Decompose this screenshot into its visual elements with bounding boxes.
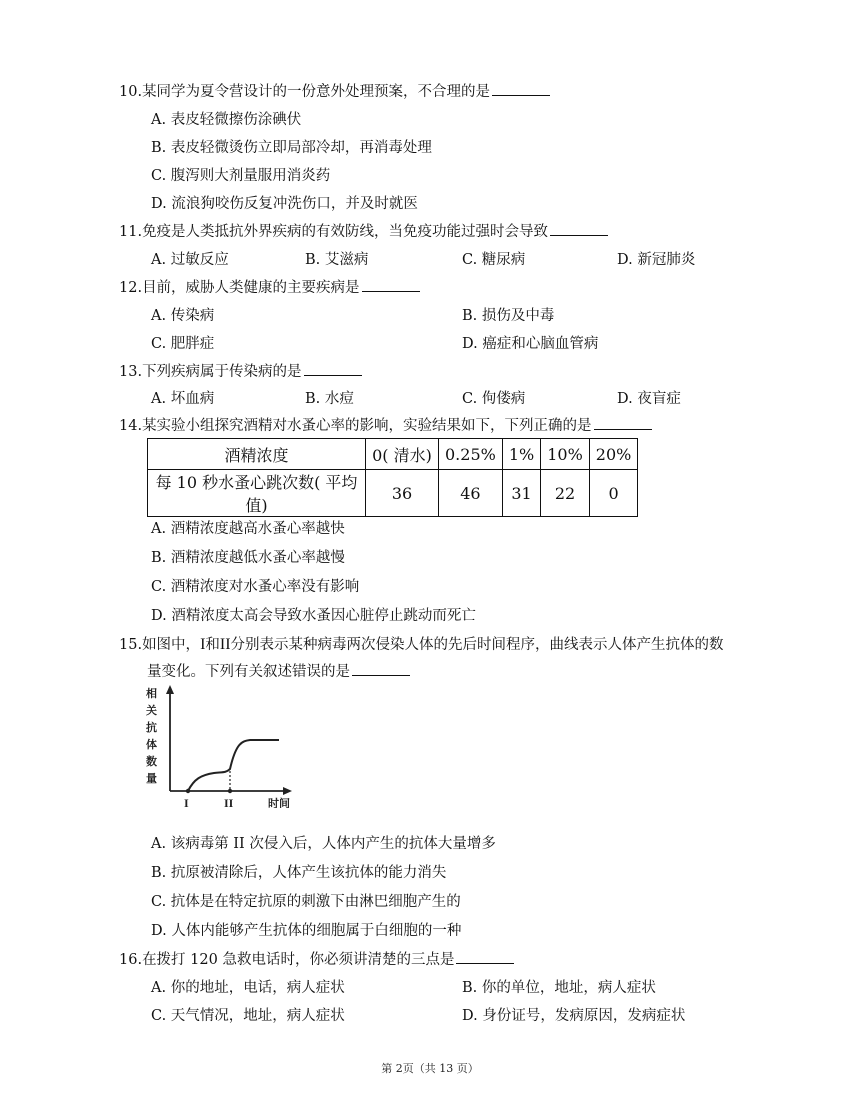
results-table — [147, 438, 638, 517]
question-13 — [119, 360, 362, 381]
option-a: A. 过敏反应 — [151, 252, 229, 268]
question-text: 下列疾病属于传染病的是 — [142, 364, 302, 380]
question-text: 免疫是人类抵抗外界疾病的有效防线，当免疫功能过强时会导致 — [142, 224, 549, 240]
answer-blank — [492, 83, 550, 96]
question-15 — [119, 633, 724, 654]
option-d: D. 人体内能够产生抗体的细胞属于白细胞的一种 — [151, 923, 462, 939]
option-c: C. 抗体是在特定抗原的刺激下由淋巴细胞产生的 — [151, 894, 461, 910]
option-a: A. 酒精浓度越高水蚤心率越快 — [151, 521, 345, 537]
point-i — [186, 789, 190, 793]
question-text: 某实验小组探究酒精对水蚤心率的影响，实验结果如下，下列正确的是 — [142, 418, 592, 434]
question-16 — [119, 948, 514, 969]
question-text: 目前，威胁人类健康的主要疾病是 — [142, 280, 360, 296]
table-cell: 每 10 秒水蚤心跳次数( 平均值) — [148, 470, 366, 517]
table-cell: 0 — [589, 470, 638, 517]
answer-blank — [594, 417, 652, 430]
y-label-char: 体 — [146, 738, 157, 751]
option-c: C. 佝偻病 — [462, 391, 526, 407]
page-footer: 第 2页（共 13 页） — [381, 1062, 479, 1075]
option-c: C. 糖尿病 — [462, 252, 526, 268]
table-cell: 0.25% — [439, 439, 503, 470]
question-number: 14. — [119, 418, 143, 434]
option-b: B. 酒精浓度越低水蚤心率越慢 — [151, 550, 345, 566]
x-tick-label: II — [224, 796, 234, 808]
question-text: 如图中， — [142, 637, 201, 653]
question-10 — [119, 80, 550, 101]
answer-blank — [304, 363, 362, 376]
y-label-char: 抗 — [146, 721, 157, 734]
option-d: D. 夜盲症 — [617, 391, 681, 407]
option-b: B. 你的单位，地址，病人症状 — [462, 980, 656, 996]
x-axis-label: 时间 — [268, 797, 290, 808]
y-axis-arrow — [166, 685, 174, 694]
option-d: D. 癌症和心脑血管病 — [462, 336, 599, 352]
option-d: D. 新冠肺炎 — [617, 252, 696, 268]
table-row — [148, 439, 638, 470]
question-text: 量变化。下列有关叙述错误的是 — [147, 664, 350, 680]
table-cell: 22 — [541, 470, 590, 517]
question-text: 和 — [205, 637, 220, 653]
point-ii — [228, 789, 232, 793]
option-b: B. 损伤及中毒 — [462, 308, 555, 324]
y-label-char: 关 — [146, 704, 157, 717]
roman-numeral: II — [219, 636, 231, 653]
y-label-char: 量 — [146, 772, 157, 785]
table-cell: 20% — [589, 439, 638, 470]
option-c: C. 天气情况，地址，病人症状 — [151, 1008, 345, 1024]
question-number: 12. — [119, 280, 143, 296]
option-d: D. 流浪狗咬伤反复冲洗伤口，并及时就医 — [151, 196, 418, 212]
question-text: 分别表示某种病毒两次侵染人体的先后时间程序，曲线表示人体产生抗体的数 — [230, 637, 724, 653]
table-cell: 1% — [502, 439, 540, 470]
option-a: A. 该病毒第 II 次侵入后，人体内产生的抗体大量增多 — [151, 836, 496, 852]
option-a: A. 坏血病 — [151, 391, 215, 407]
option-b: B. 水痘 — [305, 391, 354, 407]
question-text: 在拨打 120 急救电话时，你必须讲清楚的三点是 — [142, 952, 455, 968]
option-a: A. 表皮轻微擦伤涂碘伏 — [151, 112, 302, 128]
option-c: C. 酒精浓度对水蚤心率没有影响 — [151, 579, 360, 595]
option-d: D. 身份证号，发病原因，发病症状 — [462, 1008, 686, 1024]
answer-blank — [456, 951, 514, 964]
question-text: 某同学为夏令营设计的一份意外处理预案，不合理的是 — [142, 84, 491, 100]
option-d: D. 酒精浓度太高会导致水蚤因心脏停止跳动而死亡 — [151, 608, 476, 624]
y-label-char: 相 — [146, 687, 157, 700]
question-15-line2 — [147, 660, 410, 681]
question-number: 16. — [119, 952, 143, 968]
option-c: C. 肥胖症 — [151, 336, 215, 352]
x-tick-label: I — [184, 796, 189, 808]
question-12 — [119, 276, 420, 297]
antibody-curve — [188, 740, 279, 791]
question-11 — [119, 220, 608, 241]
option-b: B. 艾滋病 — [305, 252, 369, 268]
table-row — [148, 470, 638, 517]
x-axis-arrow — [283, 787, 292, 795]
option-b: B. 抗原被清除后，人体产生该抗体的能力消失 — [151, 865, 447, 881]
question-number: 15. — [119, 637, 143, 653]
table-cell: 0( 清水) — [366, 439, 439, 470]
roman-numeral: I — [200, 636, 206, 653]
option-a: A. 你的地址，电话，病人症状 — [151, 980, 345, 996]
y-label-char: 数 — [146, 755, 157, 768]
option-a: A. 传染病 — [151, 308, 215, 324]
table-cell: 10% — [541, 439, 590, 470]
question-number: 10. — [119, 84, 143, 100]
table-cell: 31 — [502, 470, 540, 517]
question-number: 13. — [119, 364, 143, 380]
question-number: 11. — [119, 224, 143, 240]
answer-blank — [352, 663, 410, 676]
table-cell: 36 — [366, 470, 439, 517]
option-b: B. 表皮轻微烫伤立即局部冷却，再消毒处理 — [151, 140, 432, 156]
question-14 — [119, 414, 652, 435]
antibody-chart — [146, 683, 296, 808]
option-c: C. 腹泻则大剂量服用消炎药 — [151, 168, 331, 184]
table-cell: 46 — [439, 470, 503, 517]
answer-blank — [550, 223, 608, 236]
table-cell: 酒精浓度 — [148, 439, 366, 470]
answer-blank — [362, 279, 420, 292]
